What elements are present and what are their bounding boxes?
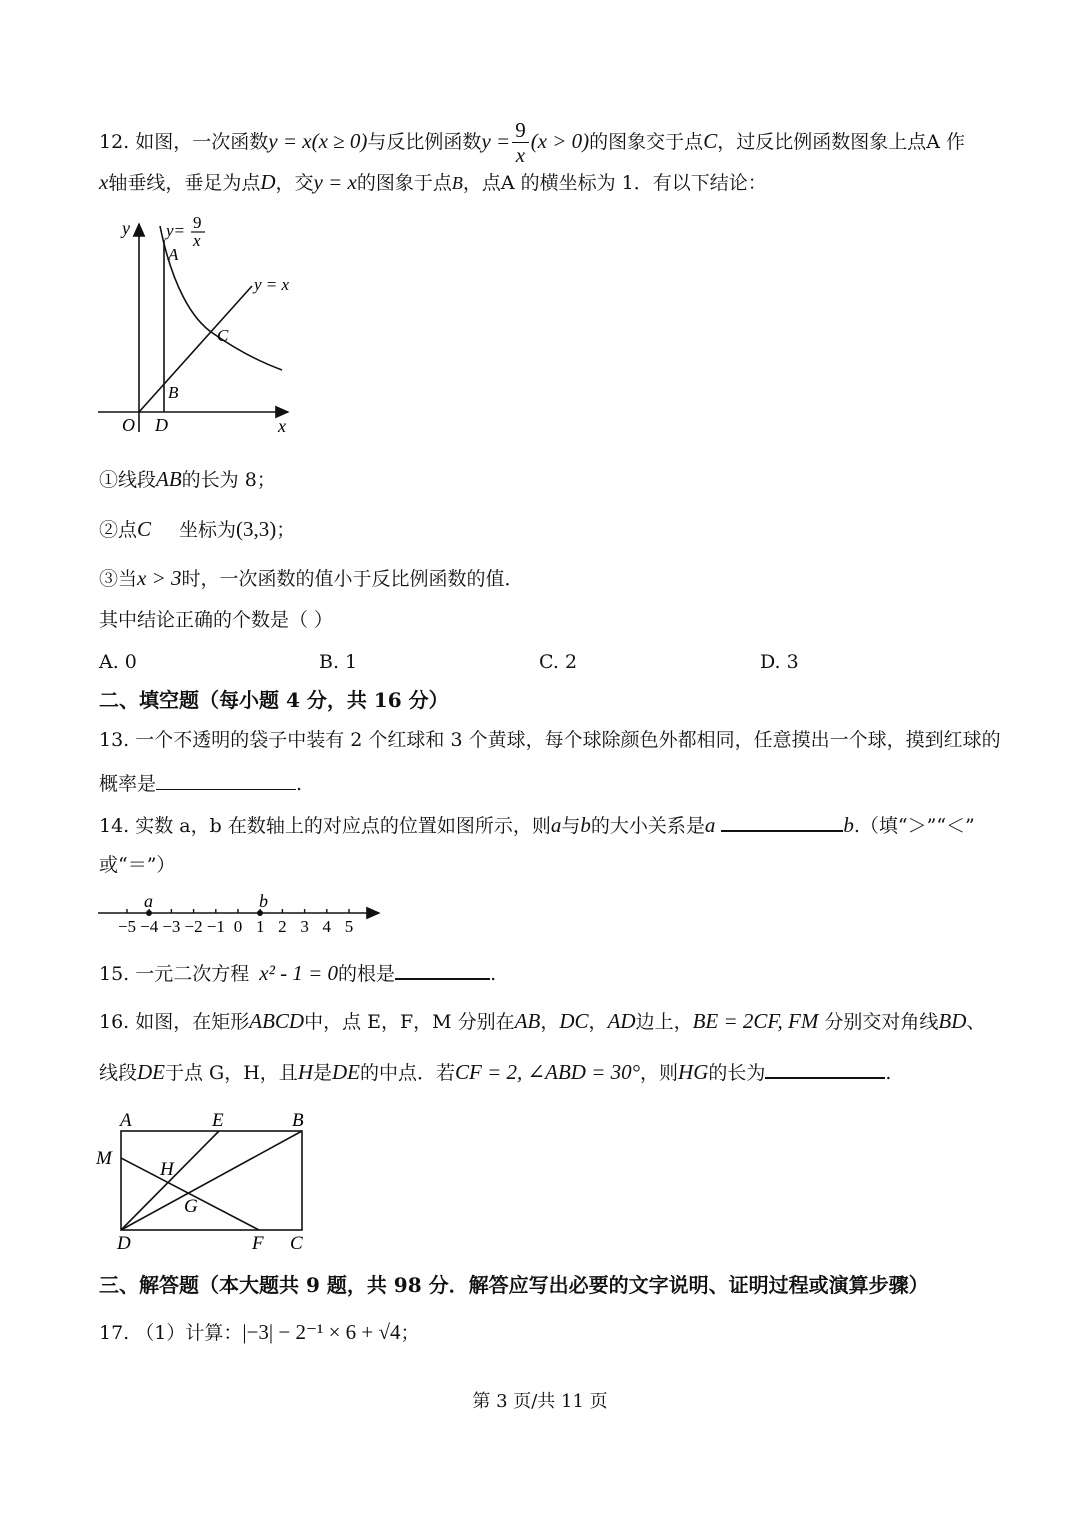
option-d[interactable]: D. 3	[760, 651, 799, 673]
q16-text: 的长为	[708, 1062, 766, 1084]
quadratic-equation: x² - 1 = 0	[259, 961, 339, 985]
conclusion-2	[99, 517, 295, 542]
q12-line2	[99, 170, 767, 195]
fig-label-f: F	[252, 1233, 264, 1254]
q13-line2	[99, 771, 302, 796]
q12-text: 与反比例函数	[367, 131, 482, 153]
q12-text: ，点A 的横坐标为 1．有以下结论：	[462, 172, 767, 194]
q12-text: ，过反比例函数图象上点A 作	[717, 131, 965, 153]
q17-expression: |−3| − 2⁻¹ × 6 + √4	[242, 1320, 401, 1344]
q16-end: .	[885, 1062, 892, 1084]
option-b[interactable]: B. 1	[319, 651, 358, 673]
curve-label-lhs: y=	[166, 221, 186, 240]
rect-abcd: ABCD	[249, 1009, 305, 1033]
number-line-tick-label: 1	[255, 917, 265, 936]
conclusion-text: ①线段	[99, 469, 157, 491]
number-line-tick-label: 5	[344, 917, 354, 936]
number-line-tick-label: 3	[300, 917, 309, 936]
linear-function: y = x(x ≥ 0)	[268, 129, 368, 153]
q16-line2	[99, 1059, 891, 1085]
q16-sep: ，	[540, 1011, 560, 1033]
fig-label-d: D	[117, 1233, 131, 1254]
number-line-tick-label: −2	[184, 917, 203, 936]
given-condition: CF = 2, ∠ABD = 30°	[455, 1060, 641, 1084]
number-line-tick-label: −5	[117, 917, 137, 936]
q17-line	[99, 1320, 420, 1345]
curve-label-den: x	[193, 231, 201, 250]
fig-label-c: C	[290, 1233, 303, 1254]
point-b-label: b	[259, 891, 268, 911]
q15-end: .	[490, 963, 497, 985]
q14-answer-blank[interactable]	[721, 812, 843, 832]
fig-label-h: H	[160, 1159, 174, 1180]
q14-line2: 或“＝”）	[99, 854, 176, 876]
q12-text: ，交	[275, 172, 314, 194]
segment-hg: HG	[678, 1060, 709, 1084]
coordinates: (3,3)	[236, 517, 277, 541]
conclusion-text: 时，一次函数的值小于反比例函数的值．	[181, 568, 524, 590]
fig-label-a: A	[120, 1110, 132, 1131]
line-y-equals-x: y = x	[313, 170, 357, 194]
point-h: H	[297, 1060, 313, 1084]
curve-label-num: 9	[193, 213, 202, 232]
number-line-tick-label: −3	[162, 917, 181, 936]
line-y-x	[139, 286, 252, 412]
q12-text: 的图象交于点	[589, 131, 704, 153]
point-c: C	[137, 517, 152, 541]
fraction-numerator: 9	[512, 118, 529, 143]
point-a-label: a	[144, 891, 153, 911]
q15-answer-blank[interactable]	[395, 960, 490, 980]
q14-text: .（填“＞”“＜”	[853, 815, 975, 837]
section-2-heading: 二、填空题（每小题 4 分，共 16 分）	[99, 688, 449, 712]
point-b-graph-label: B	[168, 383, 179, 402]
point-d-label: D	[260, 170, 276, 194]
q16-text: 分别交对角线	[824, 1011, 939, 1033]
q16-text: 于点 G，H，且	[165, 1062, 298, 1084]
number-line-tick-label: −1	[206, 917, 225, 936]
point-c-graph-label: C	[217, 326, 229, 345]
q16-text: 16. 如图，在矩形	[99, 1011, 250, 1033]
number-line	[96, 888, 386, 940]
q16-line1	[99, 1009, 985, 1034]
q14-text: 的大小关系是	[590, 815, 705, 837]
x-axis-label: x	[278, 416, 286, 436]
diagonal-bd: BD	[938, 1009, 967, 1033]
diagonal-bd-line	[121, 1131, 302, 1230]
segment-de-line	[121, 1131, 219, 1230]
q12-question: 其中结论正确的个数是（ ）	[99, 609, 334, 631]
q14-text: 与	[561, 815, 581, 837]
segment-de: DE	[332, 1060, 360, 1084]
origin-label: O	[122, 415, 135, 435]
conclusion-text: ；	[276, 519, 296, 541]
q16-text: 边上，	[635, 1011, 693, 1033]
option-a[interactable]: A. 0	[99, 651, 137, 673]
q15-line	[99, 960, 496, 986]
q12-text: 的图象于点	[356, 172, 452, 194]
point-d-graph-label: D	[155, 415, 168, 435]
fig-label-g: G	[184, 1196, 198, 1217]
point-c-label: C	[703, 129, 718, 153]
fig-label-e: E	[212, 1110, 224, 1131]
conclusion-3	[99, 566, 524, 591]
fig-label-b: B	[292, 1110, 304, 1131]
point-a-graph-label: A	[168, 245, 179, 264]
q16-text: 的中点．若	[360, 1062, 456, 1084]
q14-line1	[99, 812, 975, 838]
side-ad: AD	[607, 1009, 636, 1033]
fig-label-m: M	[96, 1148, 112, 1169]
conclusion-1	[99, 467, 276, 492]
option-c[interactable]: C. 2	[539, 651, 578, 673]
q13-text: 概率是	[99, 773, 157, 795]
q17-end: ；	[400, 1322, 420, 1344]
fraction-9-over-x	[512, 118, 529, 167]
conclusion-text: 的长为 8；	[181, 469, 276, 491]
domain-condition: (x > 0)	[530, 129, 590, 153]
line-label: y = x	[254, 275, 290, 294]
segment-de: DE	[137, 1060, 166, 1084]
x-var: x	[99, 170, 109, 194]
var-b: b	[580, 813, 591, 837]
q13-line1: 13. 一个不透明的袋子中装有 2 个红球和 3 个黄球，每个球除颜色外都相同，任意摸出一个球，摸到红球的	[99, 729, 1001, 751]
q13-end: .	[296, 773, 303, 795]
inverse-function-lhs: y =	[481, 129, 511, 153]
number-line-tick-label: 4	[322, 917, 332, 936]
point-b-label: B	[451, 173, 463, 193]
q13-answer-blank[interactable]	[156, 771, 296, 790]
conclusion-text: ③当	[99, 568, 138, 590]
q12-function-graph	[92, 210, 302, 440]
number-line-tick-label: 0	[233, 917, 243, 936]
number-line-tick-label: 2	[278, 917, 287, 936]
q15-text: 15. 一元二次方程	[99, 963, 250, 985]
q16-text: 线段	[99, 1062, 138, 1084]
q16-text: 是	[312, 1062, 332, 1084]
number-line-labels	[118, 917, 353, 936]
var-a: a	[550, 813, 562, 837]
q14-text: 14. 实数 a，b 在数轴上的对应点的位置如图所示，则	[99, 815, 551, 837]
q15-text: 的根是	[338, 963, 396, 985]
side-dc: DC	[559, 1009, 589, 1033]
q12-line1	[99, 118, 965, 167]
q12-text: 12. 如图，一次函数	[99, 131, 269, 153]
q16-text: 中，点 E，F，M 分别在	[304, 1011, 515, 1033]
y-axis-label: y	[122, 218, 130, 238]
q12-text: 轴垂线，垂足为点	[108, 172, 261, 194]
segment-ab: AB	[156, 467, 182, 491]
page-footer: 第 3 页/共 11 页	[472, 1391, 608, 1412]
q17-text: 17. （1）计算：	[99, 1322, 243, 1344]
var-b: b	[843, 813, 854, 837]
q16-rectangle-figure	[92, 1106, 317, 1256]
q16-answer-blank[interactable]	[765, 1059, 885, 1079]
q16-sep: ，	[588, 1011, 608, 1033]
relation-be-cf: BE = 2CF, FM	[692, 1009, 819, 1033]
number-line-tick-label: −4	[140, 917, 159, 936]
conclusion-text: 坐标为	[179, 519, 237, 541]
side-ab: AB	[514, 1009, 541, 1033]
conclusion-text: ②点	[99, 519, 138, 541]
var-a: a	[704, 813, 716, 837]
q16-text: 、	[966, 1011, 986, 1033]
q16-text: ，则	[640, 1062, 679, 1084]
section-3-heading: 三、解答题（本大题共 9 题，共 98 分．解答应写出必要的文字说明、证明过程或演算步骤）	[99, 1273, 929, 1297]
condition: x > 3	[137, 566, 182, 590]
fraction-denominator: x	[515, 143, 526, 167]
